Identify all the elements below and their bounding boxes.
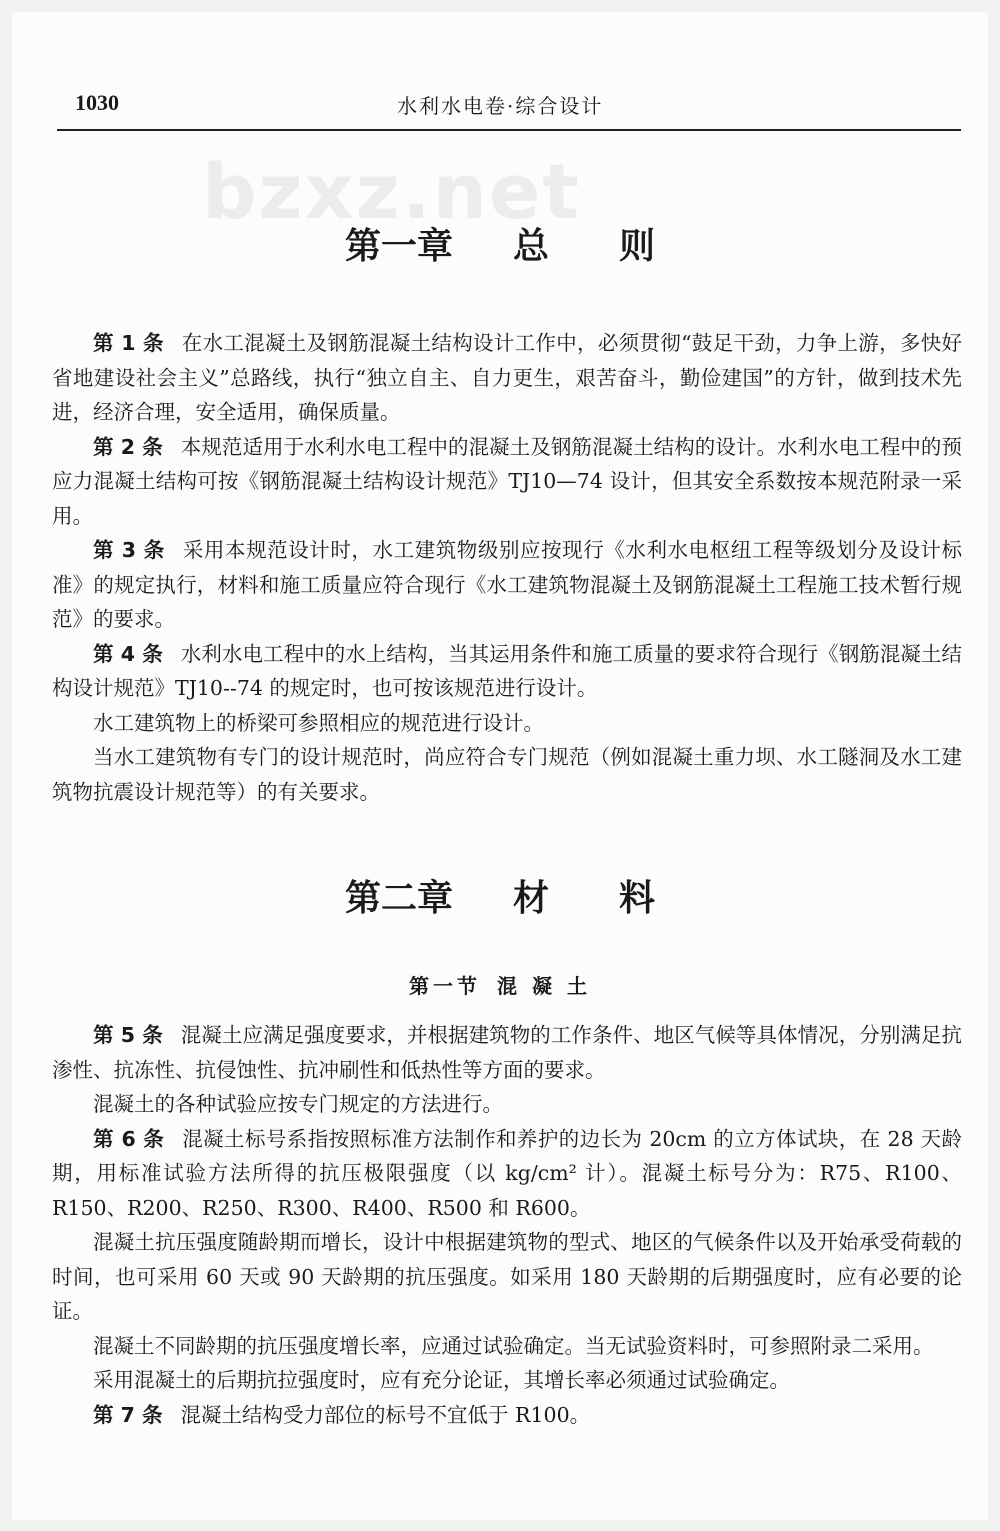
article-number: 第 7 条: [93, 1402, 163, 1427]
chapter-1-title: [12, 218, 988, 269]
article-number: 第 3 条: [93, 538, 165, 562]
chapter-1-body: [52, 326, 962, 809]
article-1: [52, 326, 962, 430]
page-header: [57, 90, 957, 126]
chapter-2-body: [52, 1018, 962, 1432]
section-1-title: [12, 970, 988, 999]
paragraph: 采用混凝土的后期抗拉强度时，应有充分论证，其增长率必须通过试验确定。: [93, 1368, 790, 1392]
article-text: 采用本规范设计时，水工建筑物级别应按现行《水利水电枢纽工程等级划分及设计标准》的规定执行，材料和施工质量应符合现行《水工建筑物混凝土及钢筋混凝土工程施工技术暂行规范》的要求。: [52, 538, 962, 631]
chapter-2-title: [12, 870, 988, 921]
section-label: 第一节: [409, 974, 482, 998]
document-page: [12, 12, 988, 1520]
article-number: 第 6 条: [93, 1126, 165, 1151]
article-number: 第 5 条: [93, 1023, 163, 1047]
article-3: [52, 533, 962, 637]
chapter-2-title-a: 材: [512, 878, 549, 919]
chapter-2-title-b: 料: [619, 878, 656, 919]
article-6: [52, 1122, 962, 1226]
chapter-2-label: 第二章: [344, 878, 453, 919]
chapter-1-title-a: 总: [512, 226, 549, 267]
article-text: 混凝土结构受力部位的标号不宜低于 R100。: [180, 1402, 591, 1427]
page-number: 1030: [75, 90, 119, 115]
article-text: 本规范适用于水利水电工程中的混凝土及钢筋混凝土结构的设计。水利水电工程中的预应力混凝土结构可按《钢筋混凝土结构设计规范》TJ10—74 设计，但其安全系数按本规范附录一采用。: [52, 434, 962, 528]
article-text: 混凝土应满足强度要求，并根据建筑物的工作条件、地区气候等具体情况，分别满足抗渗性、抗冻性、抗侵蚀性、抗冲刷性和低热性等方面的要求。: [52, 1023, 962, 1082]
article-number: 第 4 条: [93, 641, 163, 666]
section-title: 混 凝 土: [497, 974, 591, 998]
article-number: 第 2 条: [93, 434, 163, 459]
watermark: bzxz.net: [202, 147, 581, 236]
article-2: [52, 430, 962, 534]
header-rule: [57, 129, 961, 131]
article-text: 水利水电工程中的水上结构，当其运用条件和施工质量的要求符合现行《钢筋混凝土结构设计规范》TJ10--74 的规定时，也可按该规范进行设计。: [52, 641, 962, 700]
paragraph: 水工建筑物上的桥梁可参照相应的规范进行设计。: [93, 710, 544, 735]
chapter-1-label: 第一章: [344, 226, 453, 267]
paragraph: 混凝土不同龄期的抗压强度增长率，应通过试验确定。当无试验资料时，可参照附录二采用。: [93, 1333, 934, 1358]
article-text: 混凝土标号系指按照标准方法制作和养护的边长为 20cm 的立方体试块，在 28 天龄期，用标准试验方法所得的抗压极限强度（以 kg/cm² 计）。混凝土标号分为：R75、R100、R150、R200、R250、R300、R400、R500 和 R600。: [52, 1126, 962, 1220]
article-7: [52, 1398, 962, 1433]
paragraph: 当水工建筑物有专门的设计规范时，尚应符合专门规范（例如混凝土重力坝、水工隧洞及水工建筑物抗震设计规范等）的有关要求。: [52, 745, 962, 804]
article-5: [52, 1018, 962, 1087]
running-title: 水利水电卷·综合设计: [397, 94, 604, 118]
article-number: 第 1 条: [93, 331, 164, 355]
article-4: [52, 637, 962, 706]
article-text: 在水工混凝土及钢筋混凝土结构设计工作中，必须贯彻“鼓足干劲，力争上游，多快好省地建设社会主义”总路线，执行“独立自主、自力更生，艰苦奋斗，勤俭建国”的方针，做到技术先进，经济合理，安全适用，确保质量。: [52, 331, 962, 424]
chapter-1-title-b: 则: [619, 226, 656, 267]
paragraph: 混凝土抗压强度随龄期而增长，设计中根据建筑物的型式、地区的气候条件以及开始承受荷载的时间，也可采用 60 天或 90 天龄期的抗压强度。如采用 180 天龄期的后期强度时，应有必要的论证。: [52, 1230, 962, 1323]
paragraph: 混凝土的各种试验应按专门规定的方法进行。: [93, 1092, 503, 1116]
